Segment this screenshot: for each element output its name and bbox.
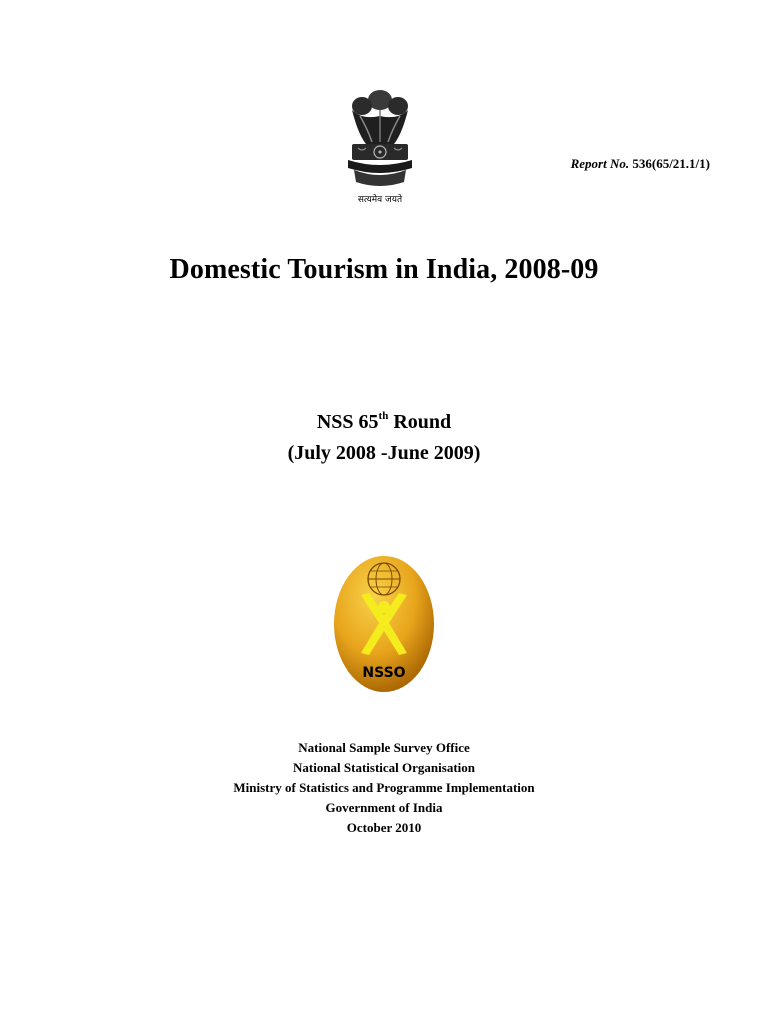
- survey-round: [0, 407, 768, 437]
- survey-period: (July 2008 -June 2009): [287, 442, 481, 464]
- publication-date: October 2010: [346, 820, 422, 835]
- page-title: [0, 250, 768, 290]
- survey-round-sup: th: [378, 410, 389, 422]
- page-title-text: Domestic Tourism in India, 2008-09: [169, 254, 599, 285]
- publisher-line: Ministry of Statistics and Programme Implementation: [233, 780, 535, 795]
- publisher-line: National Sample Survey Office: [298, 740, 470, 755]
- nsso-logo-text: NSSO: [362, 665, 406, 681]
- publisher-line: National Statistical Organisation: [292, 760, 475, 775]
- report-number-label: Report No.: [570, 156, 630, 171]
- report-number: [520, 156, 710, 172]
- publisher-block: [0, 738, 768, 838]
- publisher-line: Government of India: [325, 800, 443, 815]
- survey-round-prefix: NSS 65: [316, 411, 379, 433]
- report-number-value: 536(65/21.1/1): [632, 156, 710, 171]
- survey-round-suffix: Round: [393, 411, 452, 433]
- nsso-logo-icon: [333, 555, 435, 693]
- emblem-motto: सत्यमेव जयते: [357, 195, 403, 205]
